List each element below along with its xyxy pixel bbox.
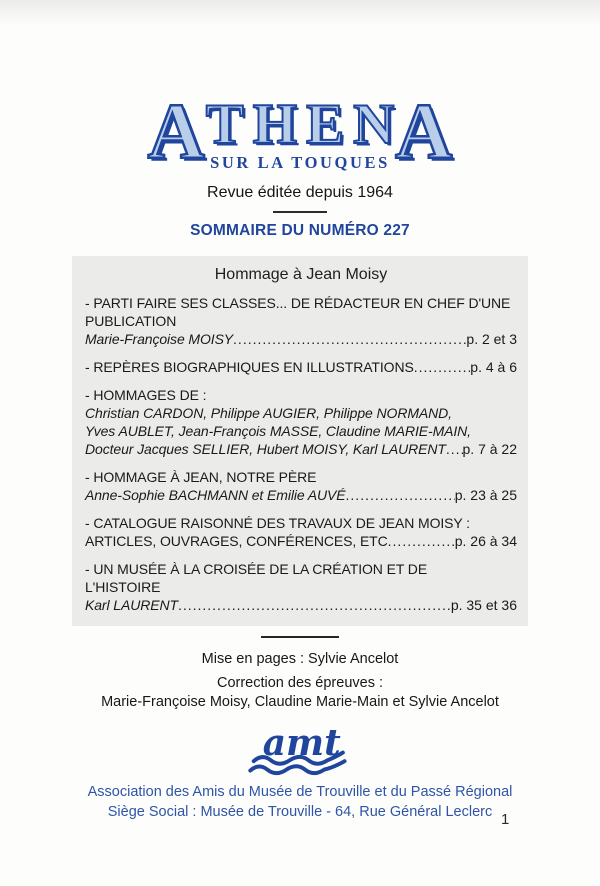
toc-row [85, 468, 517, 486]
toc-row [85, 422, 517, 440]
toc-row [85, 514, 517, 532]
dot-leader [446, 440, 463, 458]
toc-page-range: p. 7 à 22 [462, 440, 517, 457]
toc-row-text: - PARTI FAIRE SES CLASSES... DE RÉDACTEUR EN CHEF D'UNE [85, 294, 511, 311]
masthead-mid-letters: THEN [205, 93, 404, 156]
masthead-subtitle: SUR LA TOUQUES [210, 152, 390, 172]
toc-entry [85, 514, 517, 550]
toc-row-text: - CATALOGUE RAISONNÉ DES TRAVAUX DE JEAN MOISY : [85, 514, 470, 531]
toc-row-text: L'HISTOIRE [85, 578, 161, 595]
credit-proofreaders: Marie-Françoise Moisy, Claudine Marie-Main et Sylvie Ancelot [101, 693, 499, 710]
toc-row-text: PUBLICATION [85, 312, 177, 329]
amt-logo [240, 719, 360, 781]
toc-row [85, 532, 517, 550]
masthead-last-letter: A [395, 89, 453, 176]
dot-leader [346, 486, 455, 504]
toc-row [85, 330, 517, 348]
toc-row [85, 596, 517, 614]
association-line2: Siège Social : Musée de Trouville - 64, Rue Général Leclerc [107, 803, 493, 820]
toc-entry [85, 294, 517, 348]
dot-leader [414, 358, 471, 376]
toc-row [85, 358, 517, 376]
toc-row-text: Yves AUBLET, Jean-François MASSE, Claudine MARIE-MAIN, [85, 422, 471, 439]
sommaire-heading: SOMMAIRE DU NUMÉRO 227 [190, 221, 410, 239]
toc-row-text: Marie-Françoise MOISY [85, 330, 234, 347]
toc-row-text: - UN MUSÉE À LA CROISÉE DE LA CRÉATION ET DE [85, 560, 428, 577]
toc-page-range: p. 2 et 3 [466, 330, 517, 347]
toc-page-range: p. 23 à 25 [454, 486, 517, 503]
toc-row [85, 486, 517, 504]
toc-row-text: Karl LAURENT [85, 596, 178, 613]
toc-row-text: ARTICLES, OUVRAGES, CONFÉRENCES, ETC [85, 532, 388, 549]
toc-row [85, 404, 517, 422]
toc-entry [85, 560, 517, 614]
dot-leader [388, 532, 455, 550]
association-address [0, 782, 600, 822]
toc-page-range: p. 26 à 34 [454, 532, 517, 549]
toc-row [85, 294, 517, 312]
toc-row [85, 312, 517, 330]
toc-row-text: - HOMMAGES DE : [85, 386, 207, 403]
masthead-first-letter: A [147, 89, 205, 176]
magazine-masthead [0, 0, 600, 176]
toc-entry [85, 358, 517, 376]
toc-page-range: p. 35 et 36 [450, 596, 517, 613]
toc-row-text: Christian CARDON, Philippe AUGIER, Philippe NORMAND, [85, 404, 452, 421]
masthead-middle-block [205, 93, 404, 173]
tagline: Revue éditée depuis 1964 [207, 183, 393, 201]
toc-row [85, 578, 517, 596]
dot-leader [178, 596, 451, 614]
toc-row [85, 386, 517, 404]
amt-logo-text: amt [262, 721, 341, 764]
credit-proofreading-label: Correction des épreuves : [216, 674, 384, 691]
toc-row [85, 560, 517, 578]
toc-row [85, 440, 517, 458]
toc-row-text: Docteur Jacques SELLIER, Hubert MOISY, Karl LAURENT [85, 440, 446, 457]
divider-line [273, 211, 327, 213]
credit-layout: Mise en pages : Sylvie Ancelot [201, 650, 399, 667]
divider-line [261, 636, 339, 638]
toc-page-range: p. 4 à 6 [470, 358, 517, 375]
association-line1: Association des Amis du Musée de Trouville et du Passé Régional [87, 783, 513, 800]
toc-entries [85, 294, 517, 614]
toc-entry [85, 386, 517, 458]
toc-row-text: - HOMMAGE À JEAN, NOTRE PÈRE [85, 468, 317, 485]
toc-heading: Hommage à Jean Moisy [214, 265, 388, 283]
toc-row-text: - REPÈRES BIOGRAPHIQUES EN ILLUSTRATIONS [85, 358, 414, 375]
toc-box [72, 256, 528, 626]
toc-row-text: Anne-Sophie BACHMANN et Emilie AUVÉ [85, 486, 346, 503]
dot-leader [233, 330, 466, 348]
page-number: 1 [501, 811, 510, 828]
toc-entry [85, 468, 517, 504]
